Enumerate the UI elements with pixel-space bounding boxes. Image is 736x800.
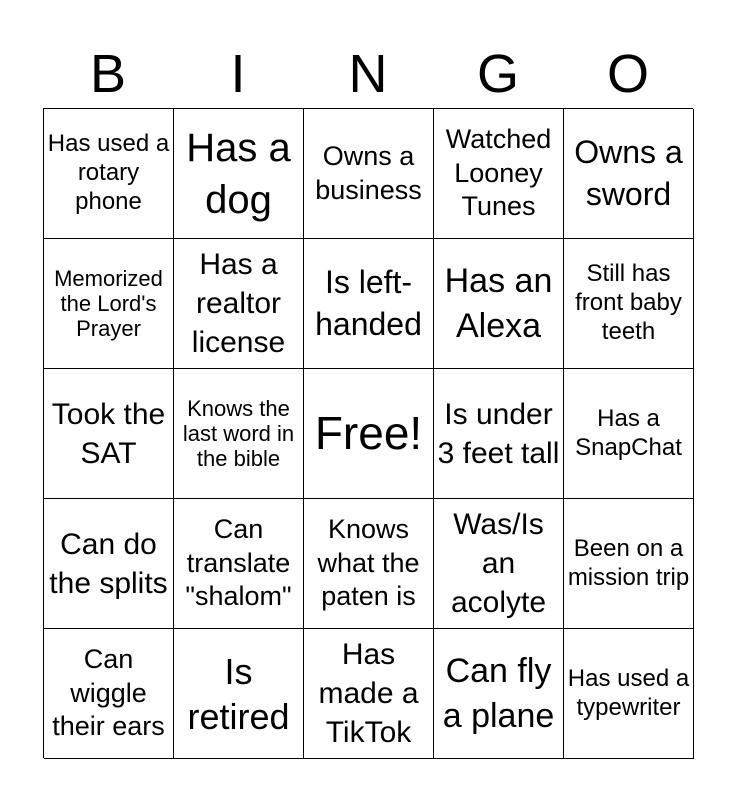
cell-text: Is retired bbox=[187, 650, 290, 737]
header-letter-n: N bbox=[348, 44, 388, 104]
cell-text: Is left-handed bbox=[315, 263, 422, 342]
header-letter-g: G bbox=[476, 44, 519, 104]
cell-text: Free! bbox=[314, 406, 423, 459]
bingo-cell-g1[interactable] bbox=[434, 109, 564, 239]
bingo-cell-b5[interactable] bbox=[44, 629, 174, 759]
bingo-cell-g5[interactable] bbox=[434, 629, 564, 759]
cell-text: Can do the splits bbox=[49, 527, 168, 600]
bingo-header bbox=[43, 40, 693, 108]
cell-text: Has a dog bbox=[186, 125, 291, 222]
header-letter-b: B bbox=[89, 44, 127, 104]
cell-text: Can translate "shalom" bbox=[185, 513, 292, 612]
cell-text: Has a SnapChat bbox=[575, 404, 682, 461]
bingo-cell-o4[interactable] bbox=[564, 499, 694, 629]
cell-text: Is under 3 feet tall bbox=[437, 397, 560, 470]
bingo-cell-o5[interactable] bbox=[564, 629, 694, 759]
bingo-cell-g4[interactable] bbox=[434, 499, 564, 629]
cell-text: Can wiggle their ears bbox=[52, 643, 165, 742]
bingo-cell-i5[interactable] bbox=[174, 629, 304, 759]
cell-text: Knows what the paten is bbox=[317, 513, 420, 612]
bingo-cell-n4[interactable] bbox=[304, 499, 434, 629]
bingo-cell-g3[interactable] bbox=[434, 369, 564, 499]
bingo-cell-g2[interactable] bbox=[434, 239, 564, 369]
cell-text: Has used a rotary phone bbox=[47, 130, 170, 215]
cell-text: Has an Alexa bbox=[444, 262, 553, 345]
cell-text: Owns a sword bbox=[574, 133, 683, 212]
cell-text: Has a realtor license bbox=[191, 248, 286, 359]
bingo-cell-o3[interactable] bbox=[564, 369, 694, 499]
cell-text: Has made a TikTok bbox=[318, 638, 419, 749]
cell-text: Has used a typewriter bbox=[567, 664, 690, 721]
header-letter-i: I bbox=[230, 44, 246, 104]
bingo-cell-n1[interactable] bbox=[304, 109, 434, 239]
cell-text: Still has front baby teeth bbox=[575, 260, 682, 345]
cell-text: Knows the last word in the bible bbox=[182, 395, 295, 472]
cell-text: Memorized the Lord's Prayer bbox=[54, 265, 163, 342]
cell-text: Watched Looney Tunes bbox=[445, 123, 552, 222]
bingo-cell-b1[interactable] bbox=[44, 109, 174, 239]
bingo-cell-o1[interactable] bbox=[564, 109, 694, 239]
bingo-cell-b3[interactable] bbox=[44, 369, 174, 499]
bingo-cell-i4[interactable] bbox=[174, 499, 304, 629]
bingo-card bbox=[43, 108, 693, 758]
header-letter-o: O bbox=[606, 44, 649, 104]
bingo-cell-b2[interactable] bbox=[44, 239, 174, 369]
bingo-cell-i3[interactable] bbox=[174, 369, 304, 499]
bingo-cell-n5[interactable] bbox=[304, 629, 434, 759]
cell-text: Owns a business bbox=[315, 140, 422, 205]
bingo-cell-free[interactable] bbox=[304, 369, 434, 499]
cell-text: Took the SAT bbox=[51, 397, 166, 470]
bingo-cell-i2[interactable] bbox=[174, 239, 304, 369]
bingo-cell-i1[interactable] bbox=[174, 109, 304, 239]
cell-text: Been on a mission trip bbox=[567, 534, 690, 591]
bingo-cell-n2[interactable] bbox=[304, 239, 434, 369]
bingo-cell-o2[interactable] bbox=[564, 239, 694, 369]
bingo-cell-b4[interactable] bbox=[44, 499, 174, 629]
cell-text: Was/Is an acolyte bbox=[450, 508, 547, 619]
cell-text: Can fly a plane bbox=[442, 652, 555, 735]
